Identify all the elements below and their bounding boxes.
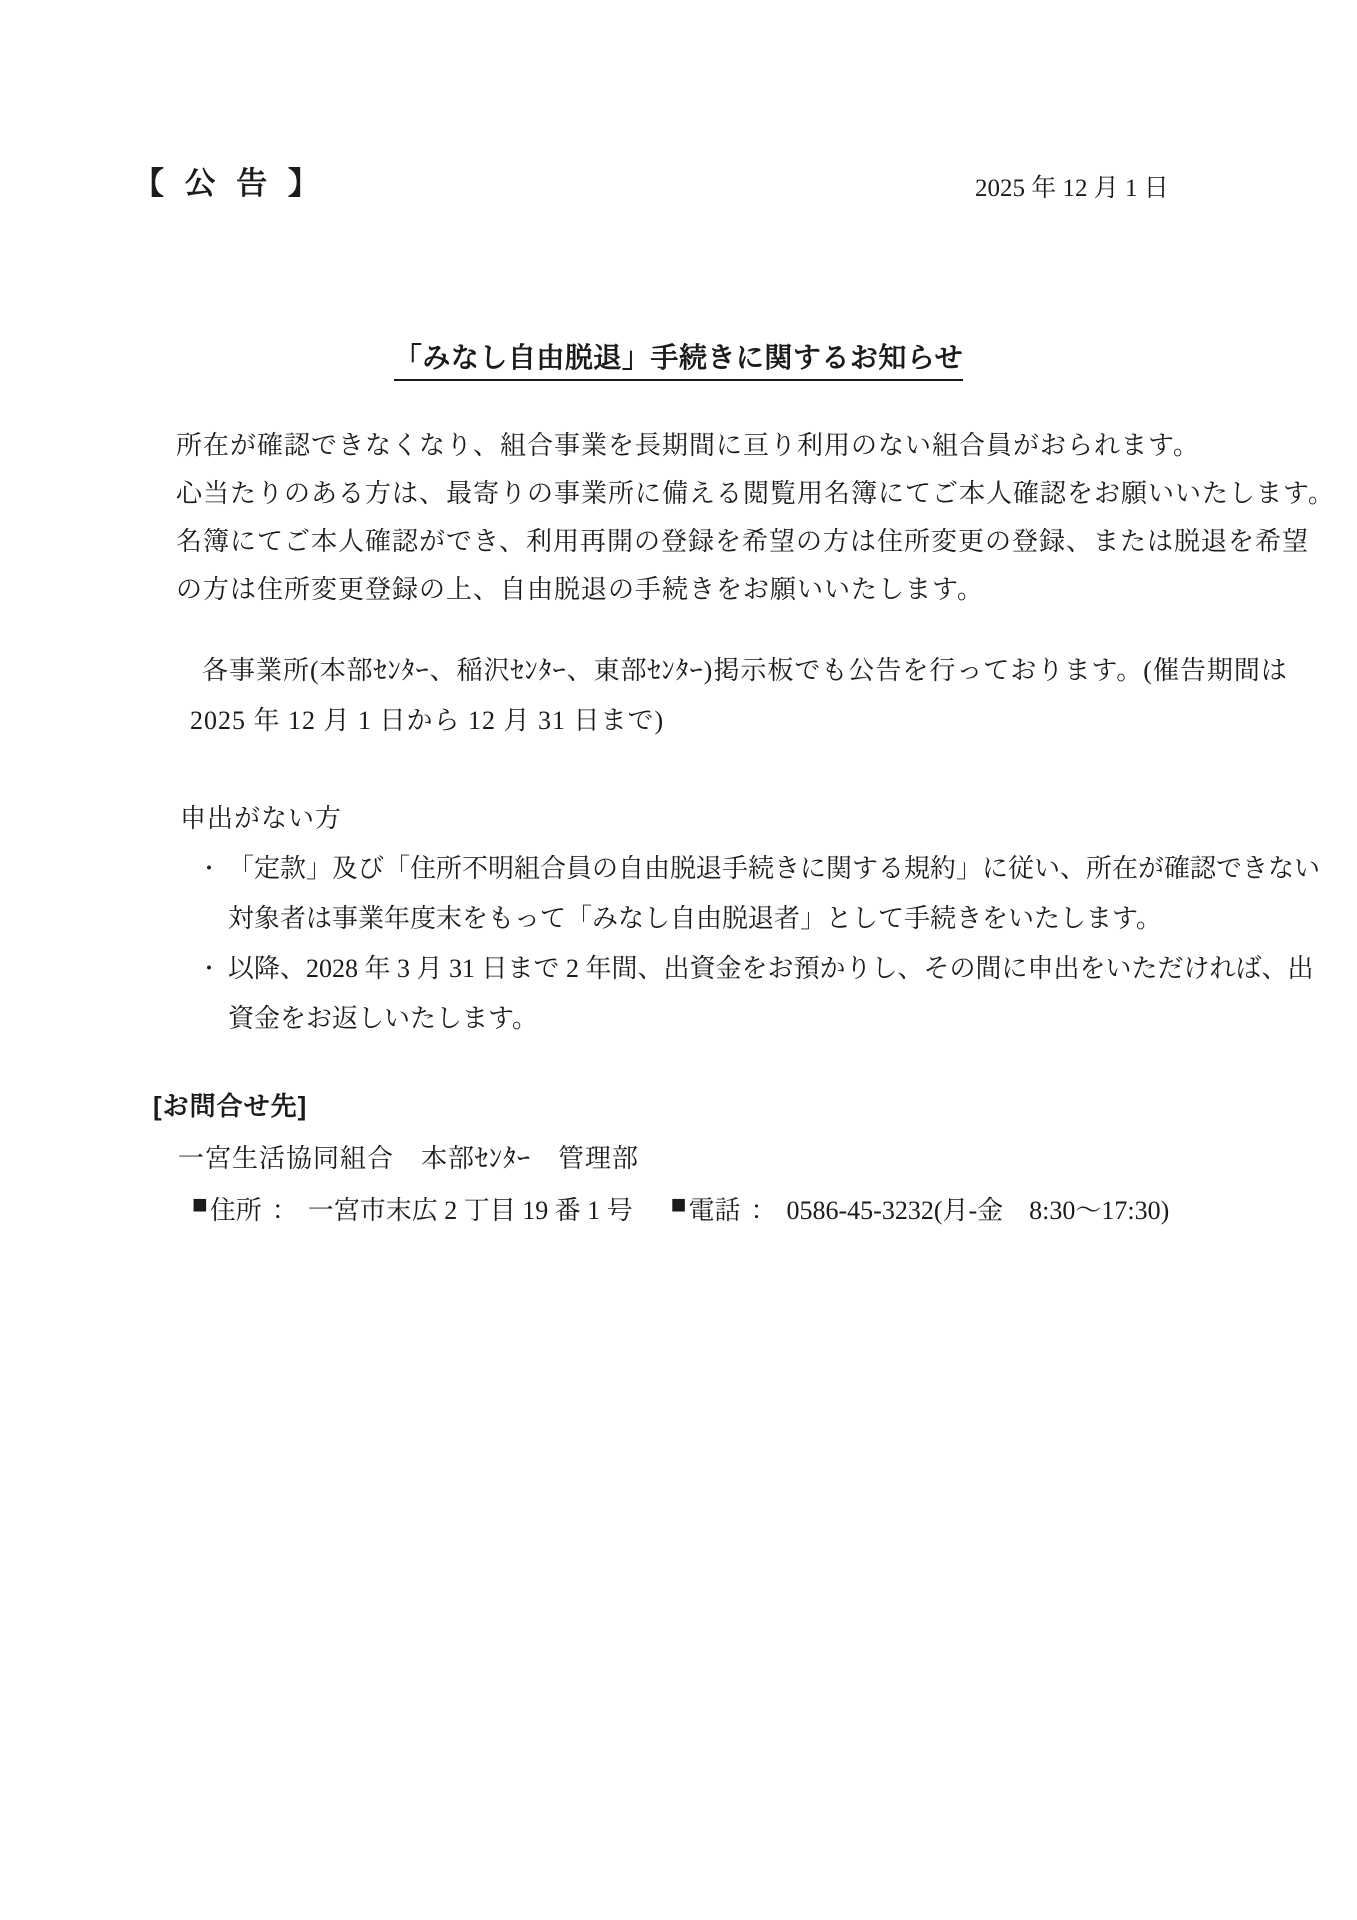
intro-line: 所在が確認できなくなり、組合事業を長期間に亘り利用のない組合員がおられます。 [176, 431, 1200, 460]
bullet-marker: ・ [198, 956, 221, 981]
phone-separator: ： [750, 1196, 777, 1225]
intro-line: 心当たりのある方は、最寄りの事業所に備える閲覧用名簿にてご本人確認をお願いいたします。 [176, 479, 1335, 508]
document-title-wrap [0, 336, 1357, 381]
intro-paragraph [176, 422, 1335, 614]
bullet-item [198, 844, 1321, 944]
address-value: 一宮市末広 2 丁目 19 番 1 号 [307, 1196, 633, 1225]
bullet-list [198, 844, 1321, 1044]
no-application-section-heading: 申出がない方 [180, 804, 343, 833]
bullet-marker: ・ [198, 856, 221, 881]
bullet-item [198, 944, 1314, 1044]
phone-value: 0586-45-3232(月-金 8:30～17:30) [786, 1196, 1170, 1225]
contact-organization: 一宮生活協同組合 本部ｾﾝﾀｰ 管理部 [178, 1144, 640, 1173]
bullet-text [228, 944, 1314, 1044]
notice-line: 2025 年 12 月 1 日から 12 月 31 日まで) [190, 706, 665, 735]
contact-details-row [192, 1190, 1169, 1227]
black-square-icon: ■ [670, 1190, 687, 1219]
contact-phone [671, 1190, 1170, 1227]
intro-line: の方は住所変更登録の上、自由脱退の手続きをお願いいたします。 [176, 575, 984, 604]
bullet-line: 以降、2028 年 3 月 31 日まで 2 年間、出資金をお預かりし、その間に申出をいただければ、出 [228, 954, 1314, 983]
black-square-icon: ■ [192, 1190, 208, 1219]
document-title: 「みなし自由脱退」手続きに関するお知らせ [394, 336, 963, 381]
document-date: 2025 年 12 月 1 日 [975, 175, 1169, 202]
notice-line: 各事業所(本部ｾﾝﾀｰ、稲沢ｾﾝﾀｰ、東部ｾﾝﾀｰ)掲示板でも公告を行っております。(催告期間は [202, 656, 1288, 685]
bullet-line: 資金をお返しいたします。 [228, 1004, 538, 1033]
bullet-line: 対象者は事業年度末をもって「みなし自由脱退者」として手続きをいたします。 [228, 904, 1162, 933]
document-header-label: 【 公 告 】 [133, 166, 325, 201]
intro-line: 名簿にてご本人確認ができ、利用再開の登録を希望の方は住所変更の登録、または脱退を希望 [176, 527, 1309, 556]
contact-section-heading: [お問合せ先] [153, 1091, 308, 1121]
address-label: 住所 [209, 1196, 262, 1225]
bullet-line: 「定款」及び「住所不明組合員の自由脱退手続きに関する規約」に従い、所在が確認できない [228, 854, 1321, 883]
bullet-text [228, 844, 1320, 944]
address-separator: ： [271, 1196, 298, 1225]
phone-label: 電話 [688, 1196, 741, 1225]
bulletin-notice-paragraph [176, 646, 1288, 746]
contact-address [192, 1190, 633, 1227]
